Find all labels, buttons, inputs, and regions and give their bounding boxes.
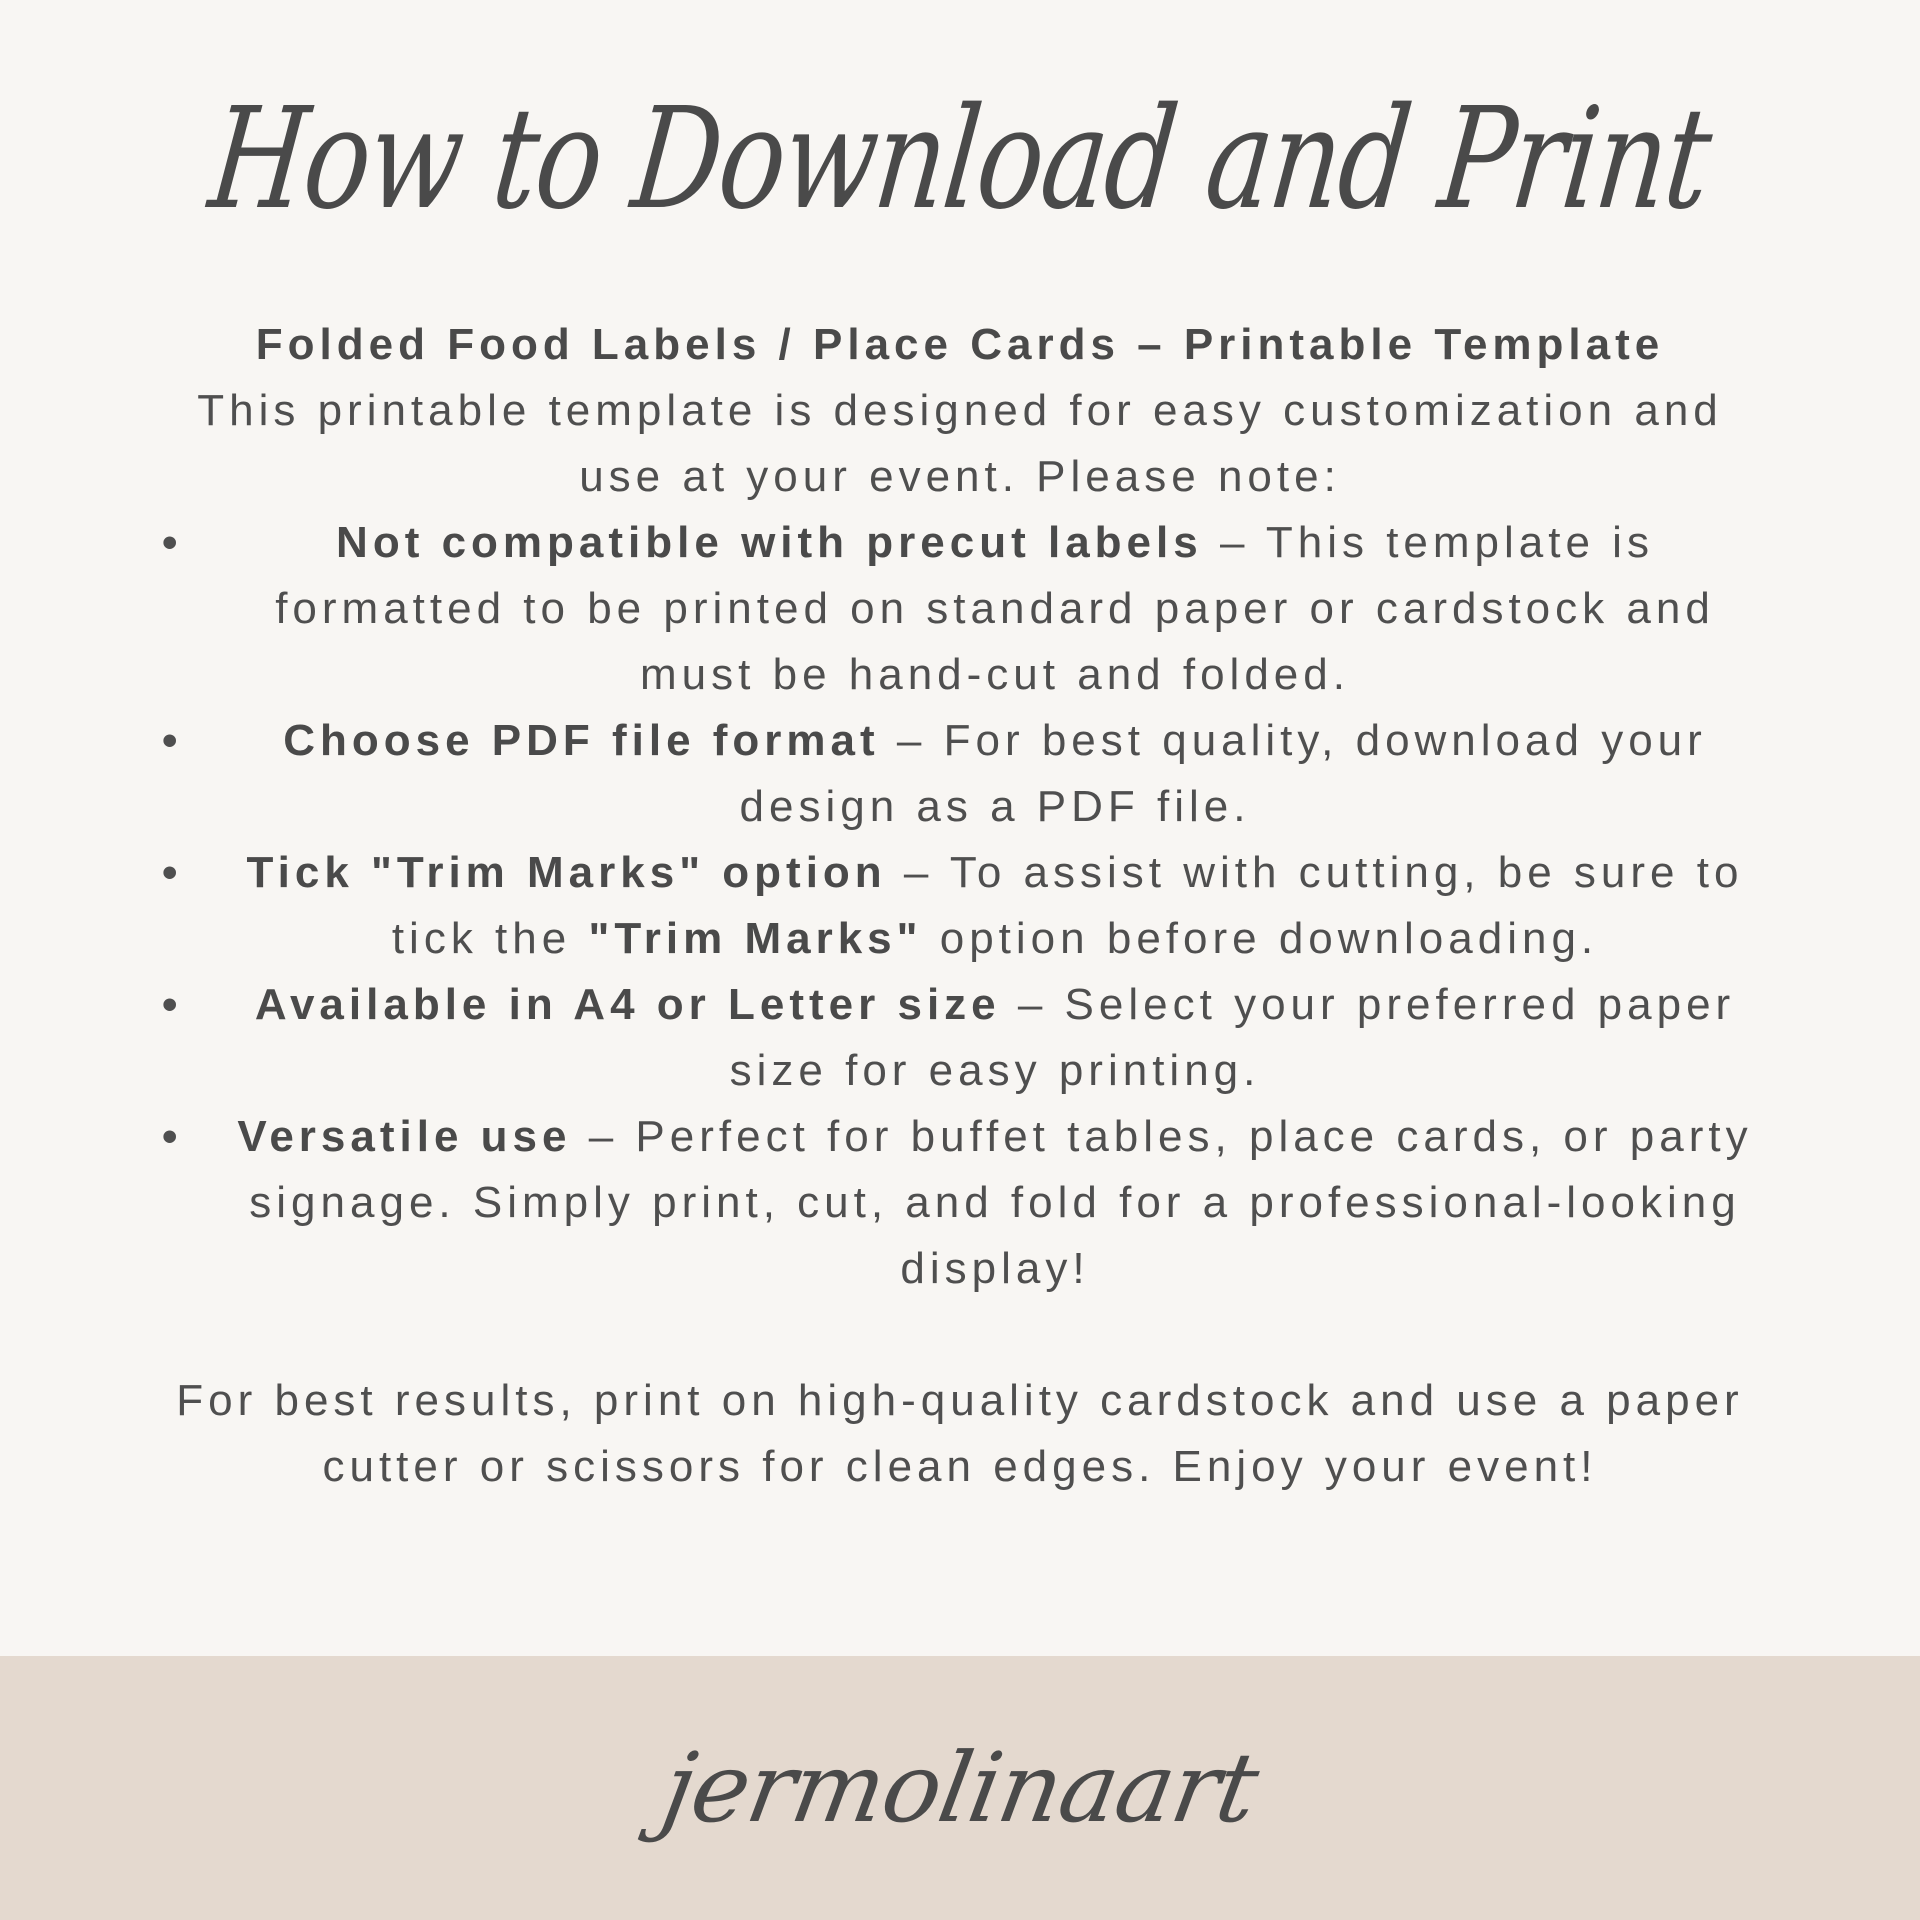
note-text: – For best quality, download your design as a PDF file.: [739, 716, 1707, 831]
intro-text: This printable template is designed for easy customization and use at your event. Please note:: [197, 386, 1723, 501]
note-text: – Select your preferred paper size for easy printing.: [729, 980, 1736, 1095]
note-heading: Available in A4 or Letter size: [254, 980, 1001, 1029]
note-inline-bold: "Trim Marks": [588, 914, 923, 963]
list-item: [150, 1104, 1770, 1302]
footer-band: [0, 1656, 1920, 1920]
list-item: [150, 708, 1770, 840]
list-item: [150, 840, 1770, 972]
list-item: [150, 510, 1770, 708]
note-heading: Tick "Trim Marks" option: [246, 848, 887, 897]
instructions-content: [150, 312, 1770, 1500]
bullet-icon: •: [162, 848, 183, 897]
bullet-icon: •: [162, 518, 183, 567]
list-item: [150, 972, 1770, 1104]
note-heading: Versatile use: [237, 1112, 572, 1161]
bullet-icon: •: [162, 1112, 183, 1161]
note-text: – To assist with cutting, be sure to tick the: [391, 848, 1744, 963]
bullet-icon: •: [162, 980, 183, 1029]
brand-logo: jermolinaart: [654, 1732, 1266, 1844]
spacer: [150, 1302, 1770, 1368]
page-title: How to Download and Print: [202, 78, 1718, 241]
notes-list: [150, 510, 1770, 1302]
closing-text: For best results, print on high-quality cardstock and use a paper cutter or scissors for clean edges. Enjoy your event!: [176, 1376, 1744, 1491]
bullet-icon: •: [162, 716, 183, 765]
note-text: – This template is formatted to be printed on standard paper or cardstock and must be hand-cut and folded.: [275, 518, 1715, 699]
note-heading: Not compatible with precut labels: [336, 518, 1203, 567]
product-subtitle: Folded Food Labels / Place Cards – Printable Template: [255, 320, 1665, 369]
note-heading: Choose PDF file format: [283, 716, 880, 765]
note-text-end: option before downloading.: [922, 914, 1599, 963]
note-text: – Perfect for buffet tables, place cards, or party signage. Simply print, cut, and fold for a professional-looking display!: [249, 1112, 1753, 1293]
